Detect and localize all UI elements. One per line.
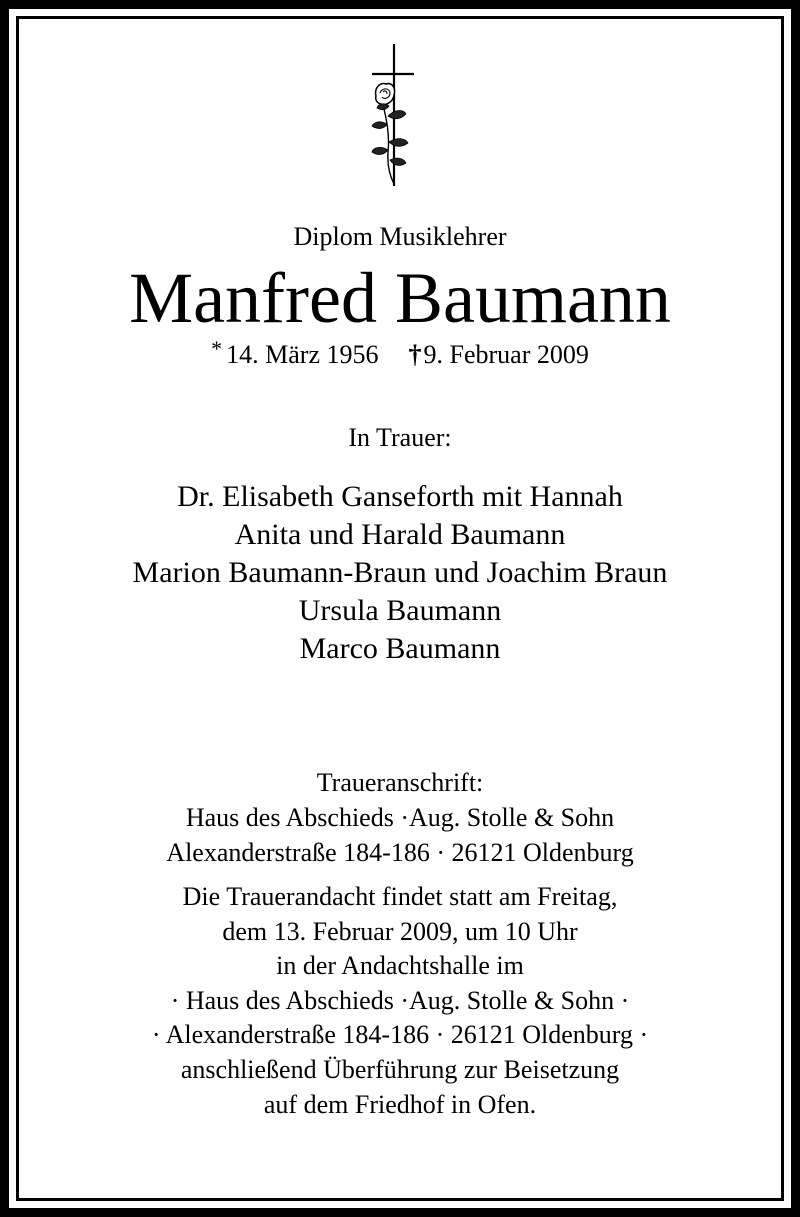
cross-with-rose-icon [360,42,440,190]
birth-symbol: * [211,336,223,361]
family-member: Marion Baumann-Braun und Joachim Braun [132,556,668,589]
deceased-name: Manfred Baumann [129,258,671,338]
profession-title: Diplom Musiklehrer [293,222,507,251]
service-info [0,880,800,1122]
service-line: auf dem Friedhof in Ofen. [263,1089,537,1119]
address-label: Traueranschrift: [316,768,484,797]
service-line: Die Trauerandacht findet statt am Freitag, [182,882,618,911]
mourning-address [0,765,800,870]
family-member: Ursula Baumann [298,594,502,627]
family-member: Anita und Harald Baumann [234,518,566,551]
death-symbol: † [408,340,422,369]
family-member: Dr. Elisabeth Ganseforth mit Hannah [177,480,623,513]
birth-date: 14. März 1956 [226,340,379,369]
family-list [0,478,800,668]
service-line: anschließend Überführung zur Beisetzung [180,1054,620,1084]
address-line: Haus des Abschieds ·Aug. Stolle & Sohn [185,803,615,832]
service-line: · Alexanderstraße 184-186 · 26121 Oldenburg · [151,1020,649,1050]
family-member: Marco Baumann [299,632,501,665]
service-line: · Haus des Abschieds ·Aug. Stolle & Sohn · [170,985,630,1015]
service-line: in der Andachtshalle im [276,951,524,981]
mourning-label: In Trauer: [348,423,452,452]
address-line: Alexanderstraße 184-186 · 26121 Oldenburg [166,838,634,867]
service-line: dem 13. Februar 2009, um 10 Uhr [222,916,578,946]
life-dates [0,336,800,369]
death-date: 9. Februar 2009 [423,340,589,369]
